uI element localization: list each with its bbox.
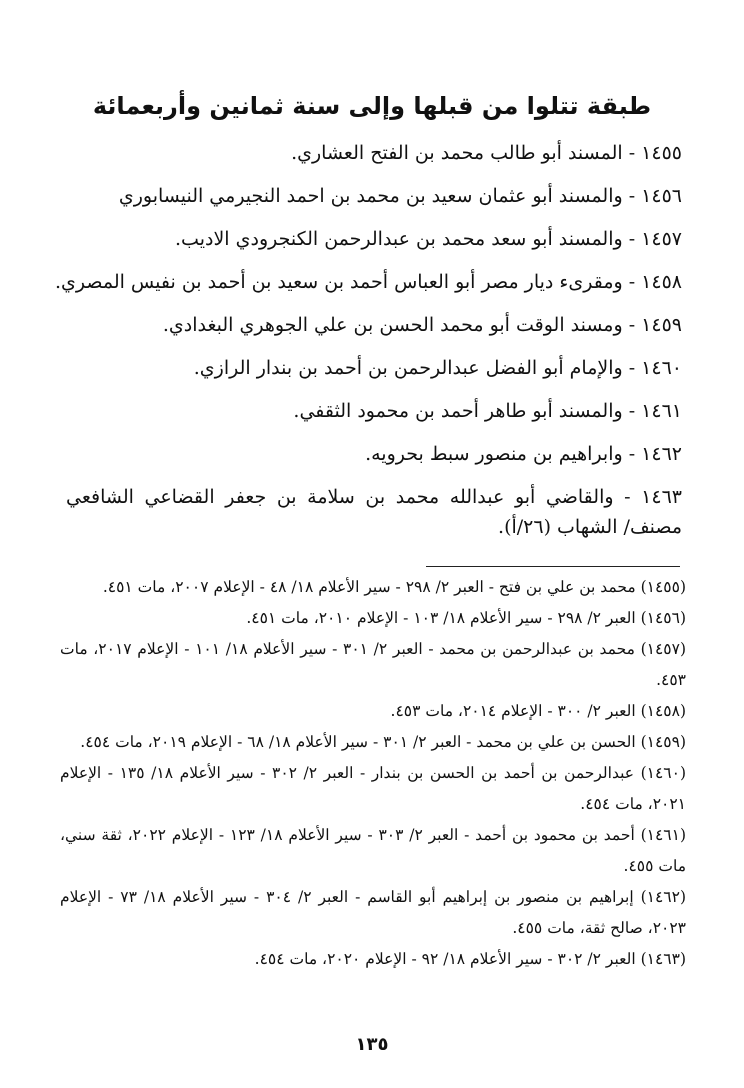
page-number: ١٣٥	[355, 1034, 389, 1055]
footnote-divider	[426, 566, 680, 567]
footnote-1458: (١٤٥٨) العبر ٢/ ٣٠٠ - الإعلام ٢٠١٤، مات ٤٥٣.	[390, 702, 686, 720]
footnote-1455: (١٤٥٥) محمد بن علي بن فتح - العبر ٢/ ٢٩٨ - سير الأعلام ١٨/ ٤٨ - الإعلام ٢٠٠٧، مات ٤٥١.	[102, 578, 686, 596]
entry-1456: ١٤٥٦ - والمسند أبو عثمان سعيد بن محمد بن احمد النجيرمي النيسابوري	[118, 185, 682, 207]
entry-1463: ١٤٦٣ - والقاضي أبو عبدالله محمد بن سلامة بن جعفر القضاعي الشافعي مصنف/ الشهاب (٢٦/أ).	[66, 486, 682, 538]
footnote-1462: (١٤٦٢) إبراهيم بن منصور بن إبراهيم أبو القاسم - العبر ٢/ ٣٠٤ - سير الأعلام ١٨/ ٧٣ - الإعلام ٢٠٢٣، صالح ثقة، مات ٤٥٥.	[60, 888, 686, 937]
entry-1457: ١٤٥٧ - والمسند أبو سعد محمد بن عبدالرحمن الكنجرودي الاديب.	[175, 228, 682, 250]
entry-1460: ١٤٦٠ - والإمام أبو الفضل عبدالرحمن بن أحمد بن بندار الرازي.	[193, 357, 682, 379]
entries-list	[54, 132, 682, 542]
footnote-1463: (١٤٦٣) العبر ٢/ ٣٠٢ - سير الأعلام ١٨/ ٩٢ - الإعلام ٢٠٢٠، مات ٤٥٤.	[254, 950, 686, 968]
footnotes	[60, 572, 686, 975]
footnote-1456: (١٤٥٦) العبر ٢/ ٢٩٨ - سير الأعلام ١٨/ ١٠٣ - الإعلام ٢٠١٠، مات ٤٥١.	[246, 609, 686, 627]
entry-1462: ١٤٦٢ - وابراهيم بن منصور سبط بحرويه.	[365, 443, 682, 465]
entry-1459: ١٤٥٩ - ومسند الوقت أبو محمد الحسن بن علي الجوهري البغدادي.	[162, 314, 682, 336]
entry-1455: ١٤٥٥ - المسند أبو طالب محمد بن الفتح العشاري.	[291, 142, 682, 164]
footnote-1457: (١٤٥٧) محمد بن عبدالرحمن بن محمد - العبر ٢/ ٣٠١ - سير الأعلام ١٨/ ١٠١ - الإعلام ٢٠١٧، مات ٤٥٣.	[60, 640, 687, 689]
page-heading: طبقة تتلوا من قبلها وإلى سنة ثمانين وأربعمائة	[92, 92, 652, 120]
footnote-1460: (١٤٦٠) عبدالرحمن بن أحمد بن الحسن بن بندار - العبر ٢/ ٣٠٢ - سير الأعلام ١٨/ ١٣٥ - الإعلام ٢٠٢١، مات ٤٥٤.	[60, 764, 687, 813]
entry-1461: ١٤٦١ - والمسند أبو طاهر أحمد بن محمود الثقفي.	[293, 400, 682, 422]
entry-1458: ١٤٥٨ - ومقرىء ديار مصر أبو العباس أحمد بن سعيد بن أحمد بن نفيس المصري.	[54, 271, 682, 293]
footnote-1461: (١٤٦١) أحمد بن محمود بن أحمد - العبر ٢/ ٣٠٣ - سير الأعلام ١٨/ ١٢٣ - الإعلام ٢٠٢٢، ثقة سني، مات ٤٥٥.	[60, 826, 686, 875]
footnote-1459: (١٤٥٩) الحسن بن علي بن محمد - العبر ٢/ ٣٠١ - سير الأعلام ١٨/ ٦٨ - الإعلام ٢٠١٩، مات ٤٥٤.	[80, 733, 686, 751]
